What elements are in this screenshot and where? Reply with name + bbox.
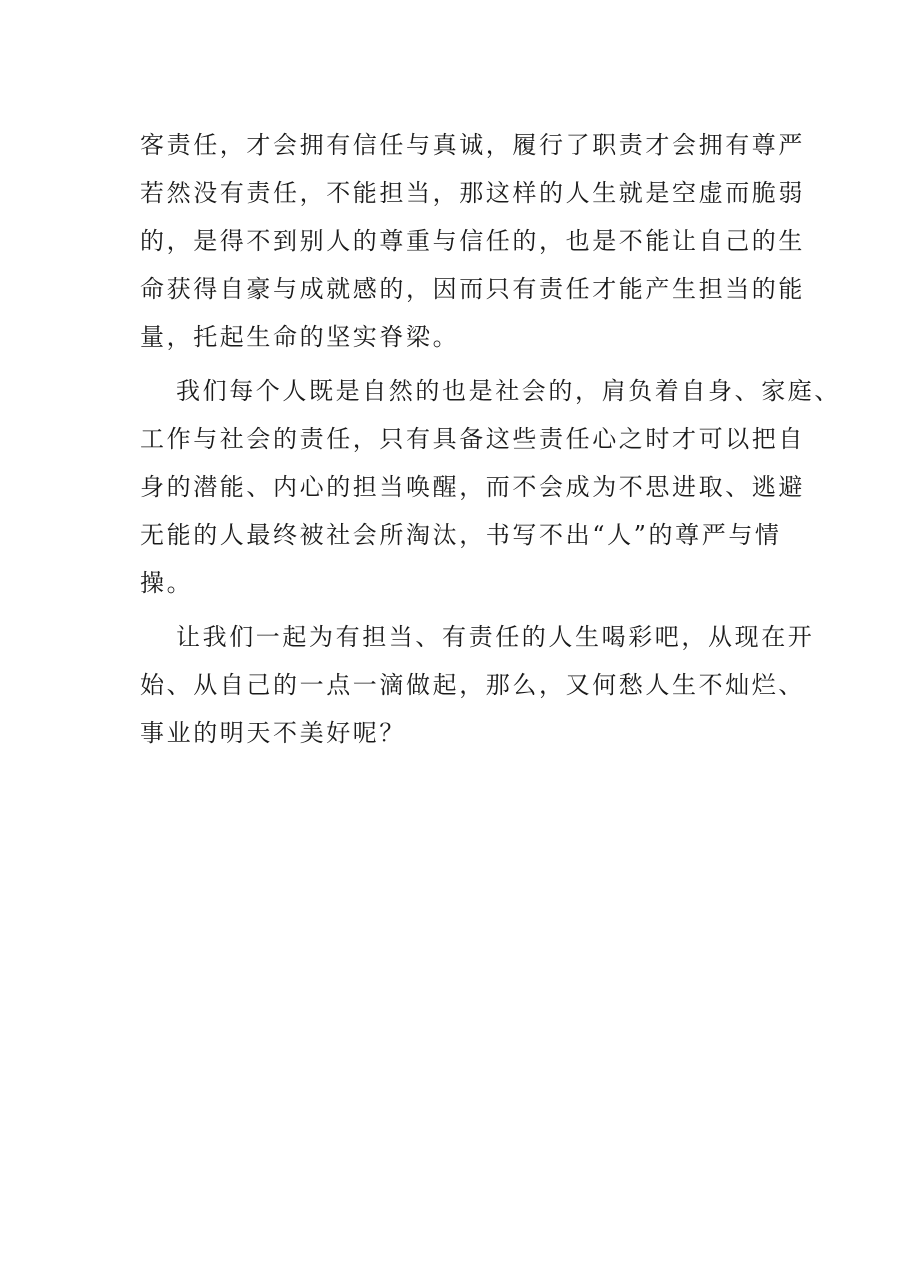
paragraph-line: 工作与社会的责任，只有具备这些责任心之时才可以把自 [140, 425, 805, 453]
paragraph-line: 操。 [140, 569, 194, 597]
paragraph-line: 身的潜能、内心的担当唤醒，而不会成为不思进取、逃避 [140, 473, 805, 501]
paragraph-line: 无能的人最终被社会所淘汰，书写不出“人”的尊严与情 [140, 521, 782, 549]
paragraph-line: 事业的明天不美好呢？ [140, 719, 406, 747]
paragraph-line: 量，托起生命的坚实脊梁。 [140, 323, 460, 351]
paragraph-1 [140, 121, 805, 361]
document-body [140, 121, 841, 757]
paragraph-line: 客责任，才会拥有信任与真诚，履行了职责才会拥有尊严 [140, 131, 805, 159]
paragraph-line: 的，是得不到别人的尊重与信任的，也是不能让自己的生 [140, 227, 805, 255]
paragraph-line: 若然没有责任，不能担当，那这样的人生就是空虚而脆弱 [140, 179, 805, 207]
paragraph-2 [140, 367, 841, 607]
paragraph-line: 命获得自豪与成就感的，因而只有责任才能产生担当的能 [140, 275, 805, 303]
paragraph-line: 我们每个人既是自然的也是社会的，肩负着自身、家庭、 [176, 377, 841, 405]
paragraph-line: 让我们一起为有担当、有责任的人生喝彩吧，从现在开 [176, 623, 815, 651]
paragraph-3 [140, 613, 815, 757]
paragraph-line: 始、从自己的一点一滴做起，那么，又何愁人生不灿烂、 [140, 671, 805, 699]
